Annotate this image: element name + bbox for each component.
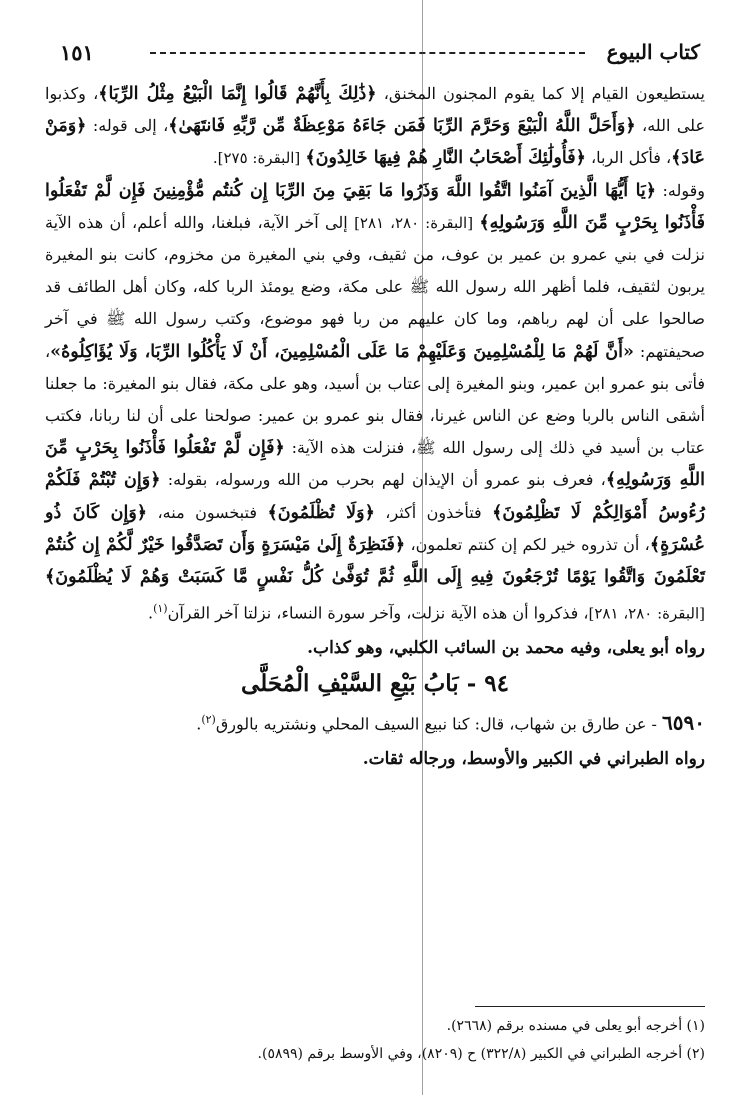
- hadith-source: رواه أبو يعلى، وفيه محمد بن السائب الكلبي، وهو كذاب.: [307, 637, 705, 658]
- text: ، فأكل الربا،: [590, 148, 672, 168]
- quran-verse: ﴿وَأَحَلَّ اللَّهُ الْبَيْعَ وَحَرَّمَ الرِّبَا فَمَن جَاءَهُ مَوْعِظَةٌ مِّن رَّبِّهِ فَانتَهَىٰ﴾: [168, 116, 636, 137]
- text: إلى آخر الآية، فبلغنا، والله أعلم، أن هذه الآية نزلت في بني عمرو بن عمير بن عوف، من ثقيف، وفي بني المغيرة من مخزوم، كانت بنو المغيرة يربون لثقيف، فلما أظهر الله رسول الله ﷺ على مكة، وضع يومئذ الربا كله، وكان أهل الطائف قد صالحوا على أن لهم رباهم، وما كان عليهم من ربا فهو موضوع، وكتب رسول الله ﷺ في آخر صحيفتهم:: [45, 212, 705, 361]
- text: وقوله:: [662, 180, 705, 200]
- footnote-2: (٢) أخرجه الطبراني في الكبير (٣٢٢/٨) ح (٨٢٠٩)، وفي الأوسط برقم (٥٨٩٩).: [257, 1046, 705, 1062]
- text: .: [196, 714, 202, 734]
- chapter-heading: ٩٤ - بَابُ بَيْعِ السَّيْفِ الْمُحَلَّى: [241, 669, 509, 697]
- quran-verse: ﴿وَإِن تُبْتُمْ فَلَكُمْ رُءُوسُ أَمْوَالِكُمْ لَا تَظْلِمُونَ﴾: [45, 470, 705, 523]
- verse-reference: [البقرة: ٢٨٠، ٢٨١]: [588, 604, 705, 623]
- quran-verse: ﴿يَا أَيُّهَا الَّذِينَ آمَنُوا اتَّقُوا اللَّهَ وَذَرُوا مَا بَقِيَ مِنَ الرِّبَا إِن كُنتُم مُّؤْمِنِينَ فَإِن لَّمْ تَفْعَلُوا فَأْذَنُوا بِحَرْبٍ مِّنَ اللَّهِ وَرَسُولِهِ﴾: [45, 180, 705, 233]
- header-dashed-rule: [150, 52, 585, 54]
- text: ، فعرف بنو عمرو أن الإيذان لهم بحرب من الله ورسوله، بقوله:: [167, 470, 606, 490]
- paragraph-1: [45, 78, 705, 175]
- text: يستطيعون القيام إلا كما يقوم المجنون المخنق،: [383, 84, 706, 103]
- running-title: كتاب البيوع: [606, 40, 700, 64]
- verse-reference: [البقرة: ٢٨٠، ٢٨١]: [354, 213, 474, 232]
- quran-verse: ﴿فَإِن لَّمْ تَفْعَلُوا فَأْذَنُوا بِحَرْبٍ مِّنَ اللَّهِ وَرَسُولِهِ﴾: [45, 438, 705, 491]
- footnote-rule: [475, 1006, 705, 1007]
- text: ، فذكروا أن هذه الآية نزلت، وآخر سورة النساء، نزلتا آخر القرآن: [167, 603, 589, 623]
- text: ، إلى قوله:: [92, 116, 169, 136]
- text: - عن طارق بن شهاب، قال: كنا نبيع السيف المحلي ونشتريه بالورق: [215, 714, 657, 734]
- main-text: [45, 78, 705, 775]
- footnote-marker: (٢): [201, 712, 216, 726]
- hadith-paragraph: [45, 704, 705, 741]
- text: .: [147, 603, 154, 623]
- text: ، فأتى بنو عمرو ابن عمير، وبنو المغيرة إلى عتاب بن أسيد، وهو على مكة، فقال بنو المغيرة: ما جعلنا أشقى الناس بالربا وضع عن الناس غيرنا، فقال بنو عمرو بن عمير: صولحنا على أن لنا ربانا، فكتب عتاب بن أسيد في ذلك إلى رسول الله ﷺ، فنزلت هذه الآية:: [45, 341, 706, 458]
- hadith-number: ٦٥٩٠: [662, 710, 705, 735]
- quran-verse: ﴿ذَٰلِكَ بِأَنَّهُمْ قَالُوا إِنَّمَا الْبَيْعُ مِثْلُ الرِّبَا﴾: [98, 84, 377, 104]
- text: فتأخذون أكثر،: [385, 502, 482, 522]
- paragraph-2: [45, 175, 705, 630]
- text: فتبخسون منه،: [157, 502, 257, 522]
- quran-verse: ﴿وَمَنْ عَادَ﴾: [45, 116, 705, 169]
- footnotes: [45, 1012, 705, 1068]
- prophetic-quote: «أَنَّ لَهُمْ مَا لِلْمُسْلِمِينَ وَعَلَيْهِمْ مَا عَلَى الْمُسْلِمِينَ، أَنْ لَا يَأْكُلُوا الرِّبَا، وَلَا يُؤَاكِلُوهُ»: [50, 341, 634, 362]
- page-number: ١٥١: [60, 40, 94, 65]
- text: ، أن تذروه خير لكم إن كنتم تعلمون،: [410, 534, 650, 554]
- quran-verse: ﴿وَإِن كَانَ ذُو عُسْرَةٍ﴾: [45, 502, 705, 555]
- quran-verse: ﴿فَأُولَٰئِكَ أَصْحَابُ النَّارِ هُمْ فِيهَا خَالِدُونَ﴾: [305, 148, 586, 169]
- quran-verse: ﴿وَلَا تُظْلَمُونَ﴾: [267, 502, 375, 523]
- page-header: [60, 40, 700, 72]
- quran-verse: ﴿فَنَظِرَةٌ إِلَىٰ مَيْسَرَةٍ وَأَن تَصَدَّقُوا خَيْرٌ لَّكُمْ إِن كُنتُمْ تَعْلَمُونَ وَاتَّقُوا يَوْمًا تُرْجَعُونَ فِيهِ إِلَى اللَّهِ ثُمَّ تُوَفَّىٰ كُلُّ نَفْسٍ مَّا كَسَبَتْ وَهُمْ لَا يُظْلَمُونَ﴾: [45, 534, 705, 588]
- hadith-source: رواه الطبراني في الكبير والأوسط، ورجاله ثقات.: [362, 748, 705, 769]
- footnote-marker: (١): [153, 602, 168, 616]
- text: ، وكذبوا على الله،: [45, 84, 706, 136]
- footnote-1: (١) أخرجه أبو يعلى في مسنده برقم (٢٦٦٨).: [446, 1018, 705, 1034]
- verse-reference: [البقرة: ٢٧٥].: [212, 149, 301, 168]
